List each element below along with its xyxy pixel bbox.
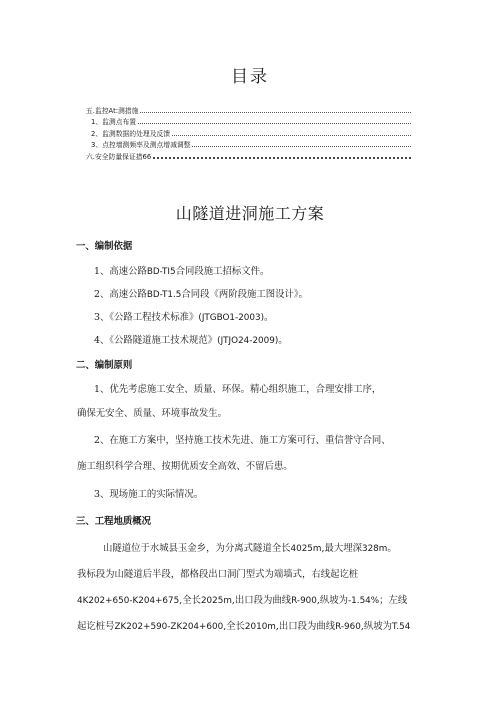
principle-paragraph-line: 2、在施工方案中，坚持施工技术先进、施工方案可行、重信誉守合同、 xyxy=(94,435,391,446)
section-heading-basis: 一、编制依据 xyxy=(76,241,133,252)
section-heading-principles: 二、编制原则 xyxy=(76,360,133,371)
section-heading-geology: 三、工程地质概况 xyxy=(76,516,152,527)
principle-paragraph-line: 3、现场施工的实际情况。 xyxy=(94,489,204,500)
toc-entry-label: 1、监测点布置 xyxy=(91,118,137,127)
toc-entry[interactable] xyxy=(86,126,412,138)
toc-leader xyxy=(140,112,411,113)
toc-entry[interactable] xyxy=(86,115,412,127)
toc-leader xyxy=(153,157,411,159)
toc-entry-label: 2、监测数据的处理及反馈 xyxy=(91,129,171,138)
basis-item: 4、《公路隧道施工技术规范》(JTJO24-2009)。 xyxy=(94,335,288,346)
toc-entry-label: 六.安全防量保证措66 xyxy=(86,152,152,161)
toc-title: 目录 xyxy=(231,67,269,87)
basis-item: 1、高速公路BD-TI5合同段施工招标文件。 xyxy=(94,266,270,277)
toc-entry[interactable] xyxy=(86,149,412,161)
toc-entry[interactable] xyxy=(86,103,412,115)
principle-paragraph-line: 施工组织科学合理、按期优质安全高效、不留后患。 xyxy=(77,461,293,472)
basis-item: 3、《公路工程技术标准》(JTGBO1-2003)。 xyxy=(94,312,274,323)
geology-paragraph-line: 山隧道位于水城县玉金乡，为分离式隧道全长4025m,最大埋深328m。 xyxy=(103,543,397,554)
geology-paragraph-line: 4K202+650-K204+675,全长2025m,出口段为曲线R-900,纵坡为-1.54%；左线 xyxy=(77,595,408,606)
basis-item: 2、高速公路BD-T1.5合同段《两阶段施工图设计》。 xyxy=(94,289,308,300)
toc-leader xyxy=(138,123,411,124)
principle-paragraph-line: 1、优先考虑施工安全、质量、环保。精心组织施工，合理安排工序， xyxy=(94,384,382,395)
geology-paragraph-line: 起讫桩号ZK202+590-ZK204+600,全长2010m,出口段为曲线R-960,纵坡为T.54 xyxy=(77,621,411,632)
toc-entry[interactable] xyxy=(86,138,412,150)
principle-paragraph-line: 确保无安全、质量、环境事故发生。 xyxy=(77,408,228,419)
toc-leader xyxy=(172,135,411,136)
toc-entry-label: 3、点控墙测频率及测点增减调整 xyxy=(91,141,191,150)
geology-paragraph-line: 我标段为山隧道后半段，都格段出口洞门型式为端墙式，右线起讫桩 xyxy=(77,569,359,580)
toc-entry-label: 五.监控At:测措施 xyxy=(86,106,139,115)
table-of-contents xyxy=(86,103,412,161)
toc-leader xyxy=(192,146,411,147)
document-title: 山隧道进洞施工方案 xyxy=(175,204,325,223)
